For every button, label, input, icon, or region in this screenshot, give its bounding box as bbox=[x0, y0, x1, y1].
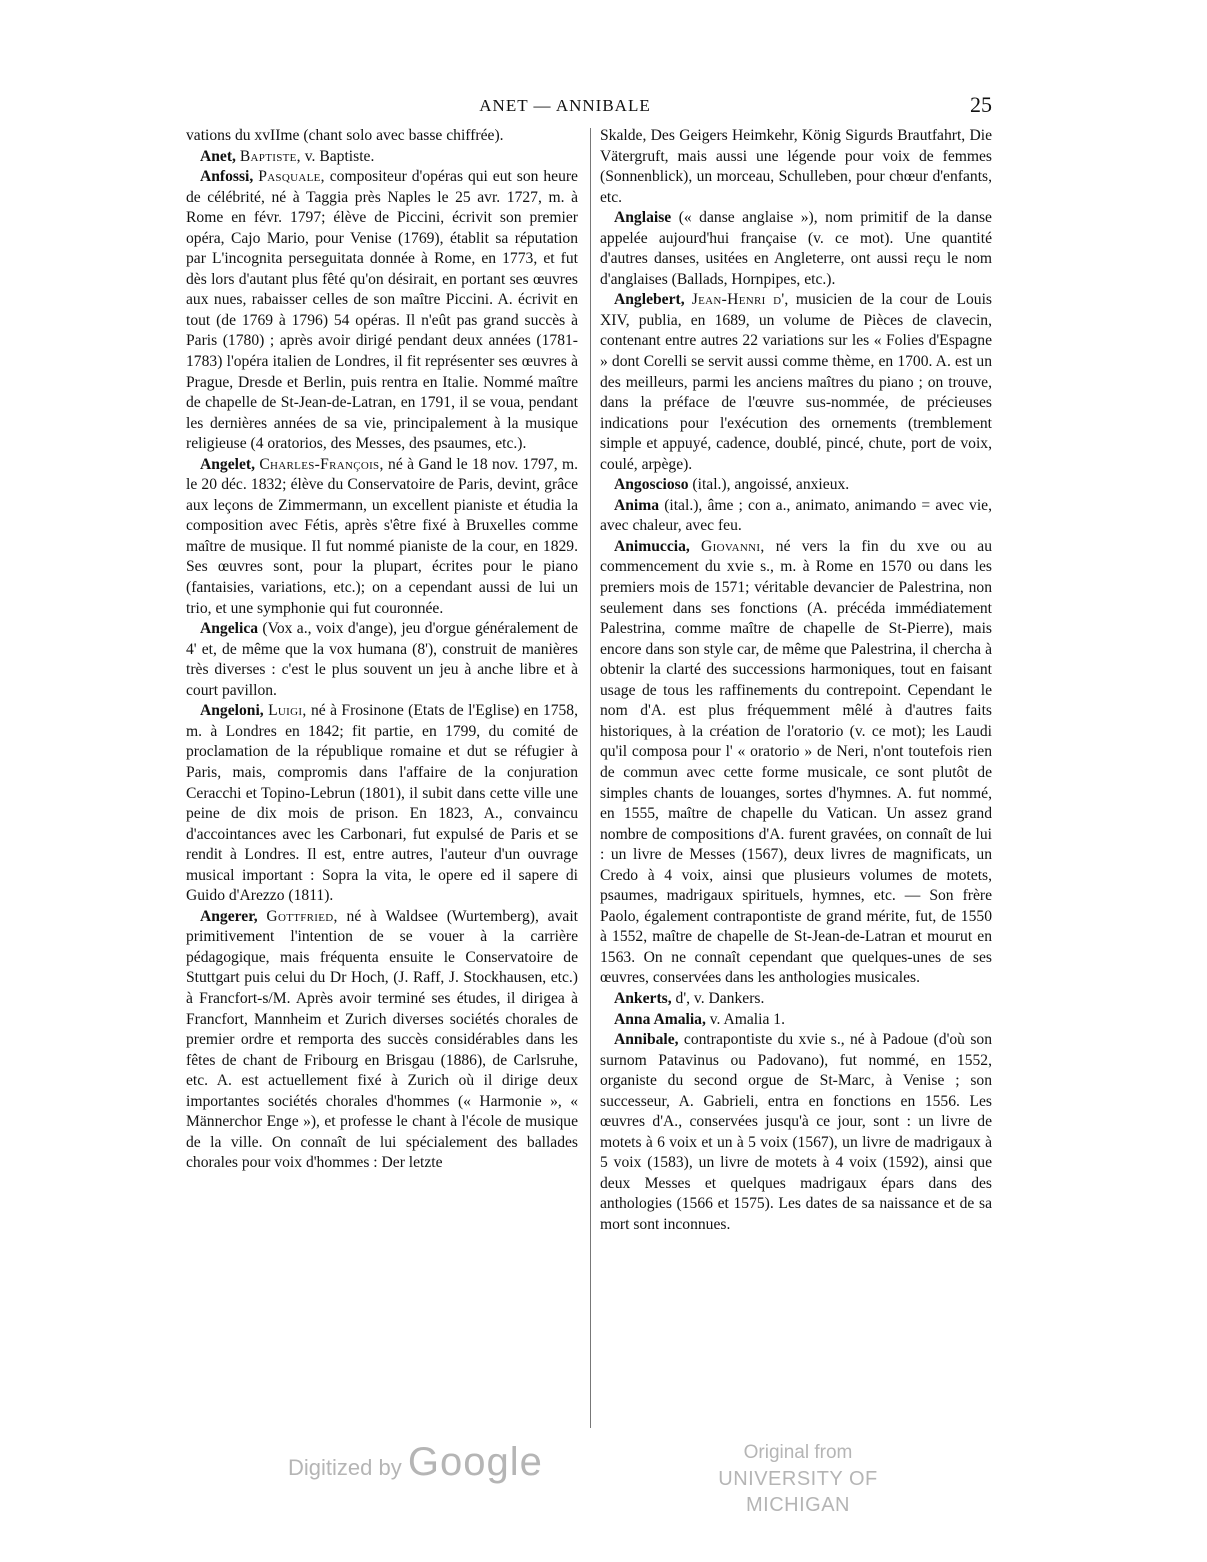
dictionary-entry bbox=[600, 1010, 992, 1031]
entry-text: d', v. Dankers. bbox=[675, 989, 765, 1007]
entry-text: né à Gand le 18 nov. 1797, m. le 20 déc. 1832; élève du Conservatoire de Paris, devint, grâce aux leçons de Zimmermann, un excellent pianiste et étudia la composition avec Fétis, après s'être fixé à Bruxelles comme maître de musique. Il fut nommé pianiste de la cour, en 1829. Ses œuvres sont, pour la plupart, écrites pour le piano (fantaisies, variations, etc.); on a cependant aussi de lui un trio, et une symphonie qui fut couronnée. bbox=[186, 455, 579, 617]
dictionary-entry bbox=[600, 989, 992, 1010]
entry-text: (ital.), angoissé, anxieux. bbox=[692, 476, 850, 494]
entry-headword: Animuccia, bbox=[614, 537, 690, 555]
dictionary-entry bbox=[186, 619, 578, 701]
entry-given-name: Baptiste, bbox=[239, 147, 301, 165]
google-logo: Google bbox=[407, 1440, 543, 1484]
entry-text: Skalde, Des Geigers Heimkehr, König Sigurds Brautfahrt, Die Vätergruft, mais aussi une légende pour voix de femmes (Sonnenblick), un morceau, Schulleben, pour chœur d'enfants, etc. bbox=[600, 127, 992, 206]
entry-headword: Anglebert, bbox=[614, 291, 685, 309]
entry-text: musicien de la cour de Louis XIV, publia, en 1689, un volume de Pièces de clavecin, contenant entre autres 22 variations sur les « Folies d'Espagne » dont Corelli se servit aussi comme thème, en 1700. A. est un des meilleurs, parmi les anciens maîtres du piano ; on trouve, dans la préface de l'œuvre sus-nommée, de précieuses indications pour l'exécution des ornements (tremblement simple et appuyé, cadence, doublé, pincé, chute, port de voix, coulé, arpège). bbox=[600, 291, 993, 473]
entry-headword: Anet, bbox=[200, 147, 236, 165]
entry-text: v. Amalia 1. bbox=[709, 1010, 785, 1028]
university-name: UNIVERSITY OF MICHIGAN bbox=[718, 1468, 878, 1516]
dictionary-entry bbox=[600, 475, 992, 496]
right-column bbox=[600, 126, 992, 1236]
entry-text: compositeur d'opéras qui eut son heure de célébrité, né à Taggia près Naples le 25 avr. 1727, m. à Rome en févr. 1797; élève de Piccini, écrivit son premier opéra, Cajo Mario, pour Venise (1769), établit sa réputation par L'incognita perseguitata donnée à Rome, en 1773, et fut dès lors d'autant plus fêté qu'on désirait, en portant ses œuvres aux nues, rabaisser celles de son maître Piccini. A. écrivit en tout (de 1769 à 1796) 54 opéras. Il n'eût pas grand succès à Paris (1780) ; après avoir dirigé pendant deux années (1781-1783) l'opéra italien de Londres, il fit représenter ses œuvres à Prague, Dresde et Berlin, puis rentra en Italie. Nommé maître de chapelle de St-Jean-de-Latran, en 1791, il se voua, pendant les dernières années de sa vie, principalement à la musique religieuse (4 oratorios, des Messes, des psaumes, etc.). bbox=[186, 168, 578, 453]
entry-given-name: Luigi, bbox=[268, 702, 307, 720]
original-from-label: Original from bbox=[743, 1442, 853, 1463]
dictionary-entry bbox=[186, 455, 578, 619]
dictionary-entry bbox=[600, 537, 992, 989]
entry-headword: Angelet, bbox=[200, 455, 255, 473]
entry-given-name: Giovanni, bbox=[701, 537, 765, 555]
entry-text: (Vox a., voix d'ange), jeu d'orgue généralement de 4' et, de même que la vox humana (8'), construit de manières très diverses : c'est le plus souvent un jeu à anche libre et à court pavillon. bbox=[186, 620, 578, 699]
dictionary-entry bbox=[186, 167, 578, 455]
google-watermark bbox=[288, 1440, 543, 1485]
entry-text: v. Baptiste. bbox=[300, 147, 375, 165]
entry-text: (« danse anglaise »), nom primitif de la danse appelée aujourd'hui française (v. ce mot). Une quantité d'autres danses, usitées en Angleterre, ont aussi reçu le nom d'anglaises (Ballads, Hornpipes, etc.). bbox=[600, 209, 992, 288]
dictionary-entry bbox=[186, 126, 578, 147]
entry-headword: Angerer, bbox=[200, 907, 258, 925]
entry-headword: Angelica bbox=[200, 620, 259, 638]
column-divider bbox=[590, 128, 591, 1428]
entry-text: né à Frosinone (Etats de l'Eglise) en 1758, m. à Londres en 1842; fit partie, en 1799, du comité de proclamation de la république romaine et dut se réfugier à Paris, mais, compromis dans l'affaire de la conjuration Ceracchi et Topino-Lebrun (1801), il subit dans cette ville une peine de dix mois de prison. En 1823, A., convaincu d'accointances avec les Carbonari, fut expulsé de Paris et se rendit à Londres. Il est, entre autres, l'auteur d'un ouvrage musical important : Sopra la vita, le opere ed il sapere di Guido d'Arezzo (1811). bbox=[186, 702, 578, 905]
running-title: ANET — ANNIBALE bbox=[479, 96, 651, 115]
entry-headword: Anfossi, bbox=[200, 168, 254, 186]
dictionary-entry bbox=[600, 290, 992, 475]
entry-text: né à Waldsee (Wurtemberg), avait primitivement l'intention de se vouer à la carrière pédagogique, mais fréquenta ensuite le Conservatoire de Stuttgart puis celui du Dr Hoch, (J. Raff, J. Stockhausen, etc.) à Francfort-s/M. Après avoir terminé ses études, il dirigea à Francfort, Mannheim et Zurich diverses sociétés chorales de premier ordre et remporta des succès considérables dans les fêtes de chant de Fribourg en Brisgau (1886), de Carlsruhe, etc. A. est actuellement fixé à Zurich où il dirige deux importantes sociétés chorales d'hommes (« Harmonie », « Männerchor Enge »), et professe le chant à l'école de musique de la ville. On connaît de lui spécialement des ballades chorales pour voix d'hommes : Der letzte bbox=[186, 907, 578, 1172]
source-library-note bbox=[668, 1440, 928, 1518]
digitized-prefix: Digitized by bbox=[288, 1455, 402, 1480]
page-number: 25 bbox=[970, 92, 992, 117]
entry-headword: Annibale, bbox=[614, 1031, 679, 1049]
entry-text: contrapontiste du xvie s., né à Padoue (d'où son surnom Patavinus ou Padovano), fut nommé, en 1552, organiste du second orgue de St-Marc, à Venise ; son successeur, A. Gabrieli, entra en fonctions en 1556. Les œuvres d'A., conservées jusqu'à ce jour, sont : un livre de motets à 6 voix et un à 5 voix (1567), un livre de madrigaux à 5 voix (1583), un livre de motets à 4 voix (1592), ainsi que deux Messes et quelques madrigaux épars dans des anthologies (1566 et 1575). Les dates de sa naissance et de sa mort sont inconnues. bbox=[600, 1031, 992, 1233]
entry-text: vations du xvIIme (chant solo avec basse chiffrée). bbox=[186, 127, 504, 144]
entry-text: (ital.), âme ; con a., animato, animando = avec vie, avec chaleur, avec feu. bbox=[600, 496, 992, 535]
entry-headword: Anglaise bbox=[614, 209, 672, 227]
entry-given-name: Gottfried, bbox=[266, 907, 338, 925]
dictionary-entry bbox=[600, 208, 992, 290]
dictionary-entry bbox=[186, 701, 578, 906]
entry-given-name: Pasquale, bbox=[258, 168, 325, 186]
dictionary-entry bbox=[600, 126, 992, 208]
dictionary-entry bbox=[600, 1030, 992, 1235]
entry-headword: Angeloni, bbox=[200, 702, 264, 720]
digitization-footer bbox=[0, 1440, 1207, 1516]
entry-headword: Anna Amalia, bbox=[614, 1010, 706, 1028]
entry-given-name: Charles-François, bbox=[259, 455, 384, 473]
entry-text: né vers la fin du xve ou au commencement du xvie s., m. à Rome en 1570 ou dans les premiers mois de 1571; véritable devancier de Palestrina, non seulement dans ses fonctions (A. précéda immédiatement Palestrina, comme maître de chapelle de St-Pierre), mais encore dans son style car, de même que Palestrina, il chercha à obtenir la clarté des successions harmoniques, tout en faisant usage de tous les raffinements du contrepoint. Cependant le nom d'A. est plus fréquemment mêlé à d'autres faits historiques, à la création de l'oratorio (v. ce mot); les Laudi qu'il composa pour l' « oratorio » de Neri, n'ont toutefois rien de commun avec cette forme musicale, ce sont plutôt de simples chants de louanges, sortes d'hymnes. A. fut nommé, en 1555, maître de chapelle du Vatican. Un assez grand nombre de compositions d'A. furent gravées, on connaît de lui : un livre de Messes (1567), deux livres de magnificats, un Credo à 4 voix, ainsi que plusieurs volumes de motets, psaumes, madrigaux spirituels, hymnes, etc. — Son frère Paolo, également contrapontiste de grand mérite, fut, de 1550 à 1552, maître de chapelle de St-Jean-de-Latran et mourut en 1563. On ne connaît cependant que quelques-unes de ses œuvres, conservées dans les anthologies musicales. bbox=[600, 537, 992, 987]
entry-headword: Anima bbox=[614, 496, 660, 514]
dictionary-entry bbox=[186, 907, 578, 1174]
left-column bbox=[186, 126, 578, 1174]
entry-headword: Angoscioso bbox=[614, 476, 689, 494]
entry-headword: Ankerts, bbox=[614, 989, 672, 1007]
entry-given-name: Jean-Henri d', bbox=[691, 291, 789, 309]
running-head bbox=[180, 92, 992, 120]
dictionary-entry bbox=[186, 147, 578, 168]
dictionary-entry bbox=[600, 496, 992, 537]
